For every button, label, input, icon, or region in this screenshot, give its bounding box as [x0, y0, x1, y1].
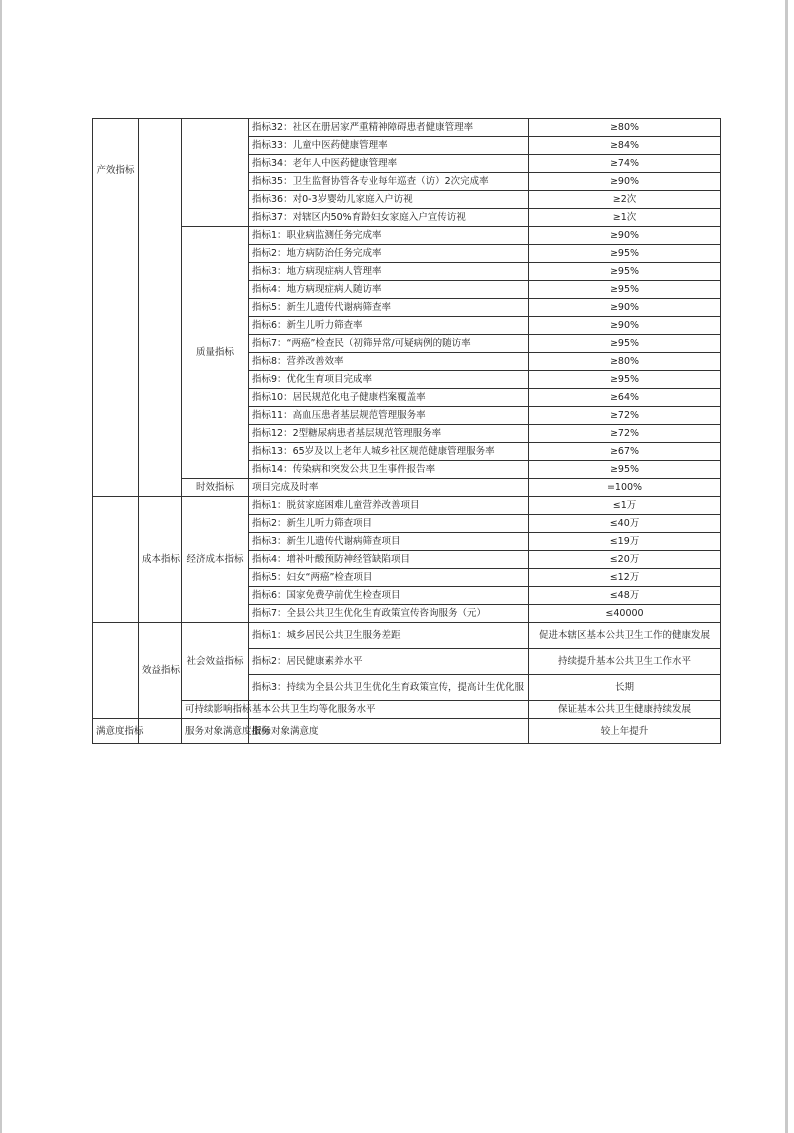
indicator-cell: 指标12：2型糖尿病患者基层规范管理服务率	[249, 425, 529, 443]
category-output: 产效指标	[93, 119, 139, 497]
indicator-cell: 指标14：传染病和突发公共卫生事件报告率	[249, 461, 529, 479]
subcategory-quality: 质量指标	[182, 227, 249, 479]
subcategory-econ-cost: 经济成本指标	[182, 497, 249, 623]
target-cell: ≤40000	[529, 605, 721, 623]
target-cell: ≥95%	[529, 461, 721, 479]
target-cell: 持续提升基本公共卫生工作水平	[529, 649, 721, 675]
indicator-cell: 指标34：老年人中医药健康管理率	[249, 155, 529, 173]
indicator-cell: 指标32：社区在册居家严重精神障碍患者健康管理率	[249, 119, 529, 137]
target-cell: ≥90%	[529, 299, 721, 317]
target-cell: ≥90%	[529, 173, 721, 191]
table-row	[93, 701, 721, 719]
indicator-cell: 指标5：妇女“两癌”检查项目	[249, 569, 529, 587]
subcategory-sustain: 可持续影响指标	[182, 701, 249, 719]
target-cell: ≥64%	[529, 389, 721, 407]
table-row	[93, 497, 721, 515]
indicator-cell: 指标33：儿童中医药健康管理率	[249, 137, 529, 155]
indicator-cell: 指标2：地方病防治任务完成率	[249, 245, 529, 263]
indicator-cell: 基本公共卫生均等化服务水平	[249, 701, 529, 719]
target-cell: ≥95%	[529, 245, 721, 263]
target-cell: 保证基本公共卫生健康持续发展	[529, 701, 721, 719]
table-row	[93, 623, 721, 649]
category-benefit: 效益指标	[139, 623, 182, 719]
target-cell: ≤19万	[529, 533, 721, 551]
target-cell: 长期	[529, 675, 721, 701]
indicator-cell: 指标6：国家免费孕前优生检查项目	[249, 587, 529, 605]
indicator-cell: 指标9：优化生育项目完成率	[249, 371, 529, 389]
indicator-cell: 指标8：营养改善效率	[249, 353, 529, 371]
indicator-cell: 指标5：新生儿遗传代谢病筛查率	[249, 299, 529, 317]
indicator-cell: 指标3：新生儿遗传代谢病筛查项目	[249, 533, 529, 551]
target-cell: ≥95%	[529, 263, 721, 281]
target-cell: ≥80%	[529, 119, 721, 137]
target-cell: ≤40万	[529, 515, 721, 533]
table-row	[93, 227, 721, 245]
indicator-cell: 指标10：居民规范化电子健康档案覆盖率	[249, 389, 529, 407]
table-row	[93, 719, 721, 744]
category-blank	[93, 623, 139, 719]
target-cell: ≥90%	[529, 317, 721, 335]
category-satisfaction: 满意度指标	[93, 719, 139, 744]
target-cell: ≥2次	[529, 191, 721, 209]
target-cell: ≤1万	[529, 497, 721, 515]
indicator-cell: 指标3：地方病现症病人管理率	[249, 263, 529, 281]
target-cell: ≥72%	[529, 425, 721, 443]
target-cell: ≥95%	[529, 281, 721, 299]
subcategory-blank	[139, 119, 182, 497]
indicator-cell: 项目完成及时率	[249, 479, 529, 497]
indicator-cell: 指标37：对辖区内50%育龄妇女家庭入户宣传访视	[249, 209, 529, 227]
indicator-cell: 指标35：卫生监督协管各专业每年巡查（访）2次完成率	[249, 173, 529, 191]
indicator-cell: 指标6：新生儿听力筛查率	[249, 317, 529, 335]
indicator-cell: 指标4：增补叶酸预防神经管缺陷项目	[249, 551, 529, 569]
target-cell: ≤12万	[529, 569, 721, 587]
indicator-cell: 指标13：65岁及以上老年人城乡社区规范健康管理服务率	[249, 443, 529, 461]
subcategory-social-benefit: 社会效益指标	[182, 623, 249, 701]
indicator-cell: 指标11：高血压患者基层规范管理服务率	[249, 407, 529, 425]
indicator-cell: 指标36：对0-3岁婴幼儿家庭入户访视	[249, 191, 529, 209]
indicator-cell: 服务对象满意度	[249, 719, 529, 744]
target-cell: =100%	[529, 479, 721, 497]
subcategory-timeliness: 时效指标	[182, 479, 249, 497]
indicator-cell: 指标1：城乡居民公共卫生服务差距	[249, 623, 529, 649]
target-cell: ≥90%	[529, 227, 721, 245]
target-cell: ≥74%	[529, 155, 721, 173]
target-cell: 较上年提升	[529, 719, 721, 744]
target-cell: 促进本辖区基本公共卫生工作的健康发展	[529, 623, 721, 649]
table-row	[93, 479, 721, 497]
target-cell: ≥1次	[529, 209, 721, 227]
category-cost: 成本指标	[139, 497, 182, 623]
target-cell: ≥84%	[529, 137, 721, 155]
category-blank	[93, 497, 139, 623]
category-blank	[139, 719, 182, 744]
target-cell: ≥80%	[529, 353, 721, 371]
scan-edge-left	[0, 0, 2, 1133]
scan-edge-right	[785, 0, 788, 1133]
table-row	[93, 119, 721, 137]
subcategory-quantity-continued	[182, 119, 249, 227]
subcategory-service-satisfaction: 服务对象满意度指标	[182, 719, 249, 744]
indicator-cell: 指标2：新生儿听力筛查项目	[249, 515, 529, 533]
target-cell: ≥95%	[529, 371, 721, 389]
target-cell: ≥67%	[529, 443, 721, 461]
indicator-cell: 指标4：地方病现症病人随访率	[249, 281, 529, 299]
target-cell: ≤20万	[529, 551, 721, 569]
indicator-cell: 指标3：持续为全县公共卫生优化生育政策宣传，提高计生优化服	[249, 675, 529, 701]
target-cell: ≥72%	[529, 407, 721, 425]
target-cell: ≥95%	[529, 335, 721, 353]
indicator-cell: 指标7：“两癌”检查民（初筛异常/可疑病例的随访率	[249, 335, 529, 353]
performance-indicator-table	[92, 118, 721, 744]
indicator-cell: 指标1：职业病监测任务完成率	[249, 227, 529, 245]
indicator-cell: 指标7：全县公共卫生优化生育政策宣传咨询服务（元）	[249, 605, 529, 623]
target-cell: ≤48万	[529, 587, 721, 605]
indicator-cell: 指标1：脱贫家庭困难儿童营养改善项目	[249, 497, 529, 515]
indicator-cell: 指标2：居民健康素养水平	[249, 649, 529, 675]
